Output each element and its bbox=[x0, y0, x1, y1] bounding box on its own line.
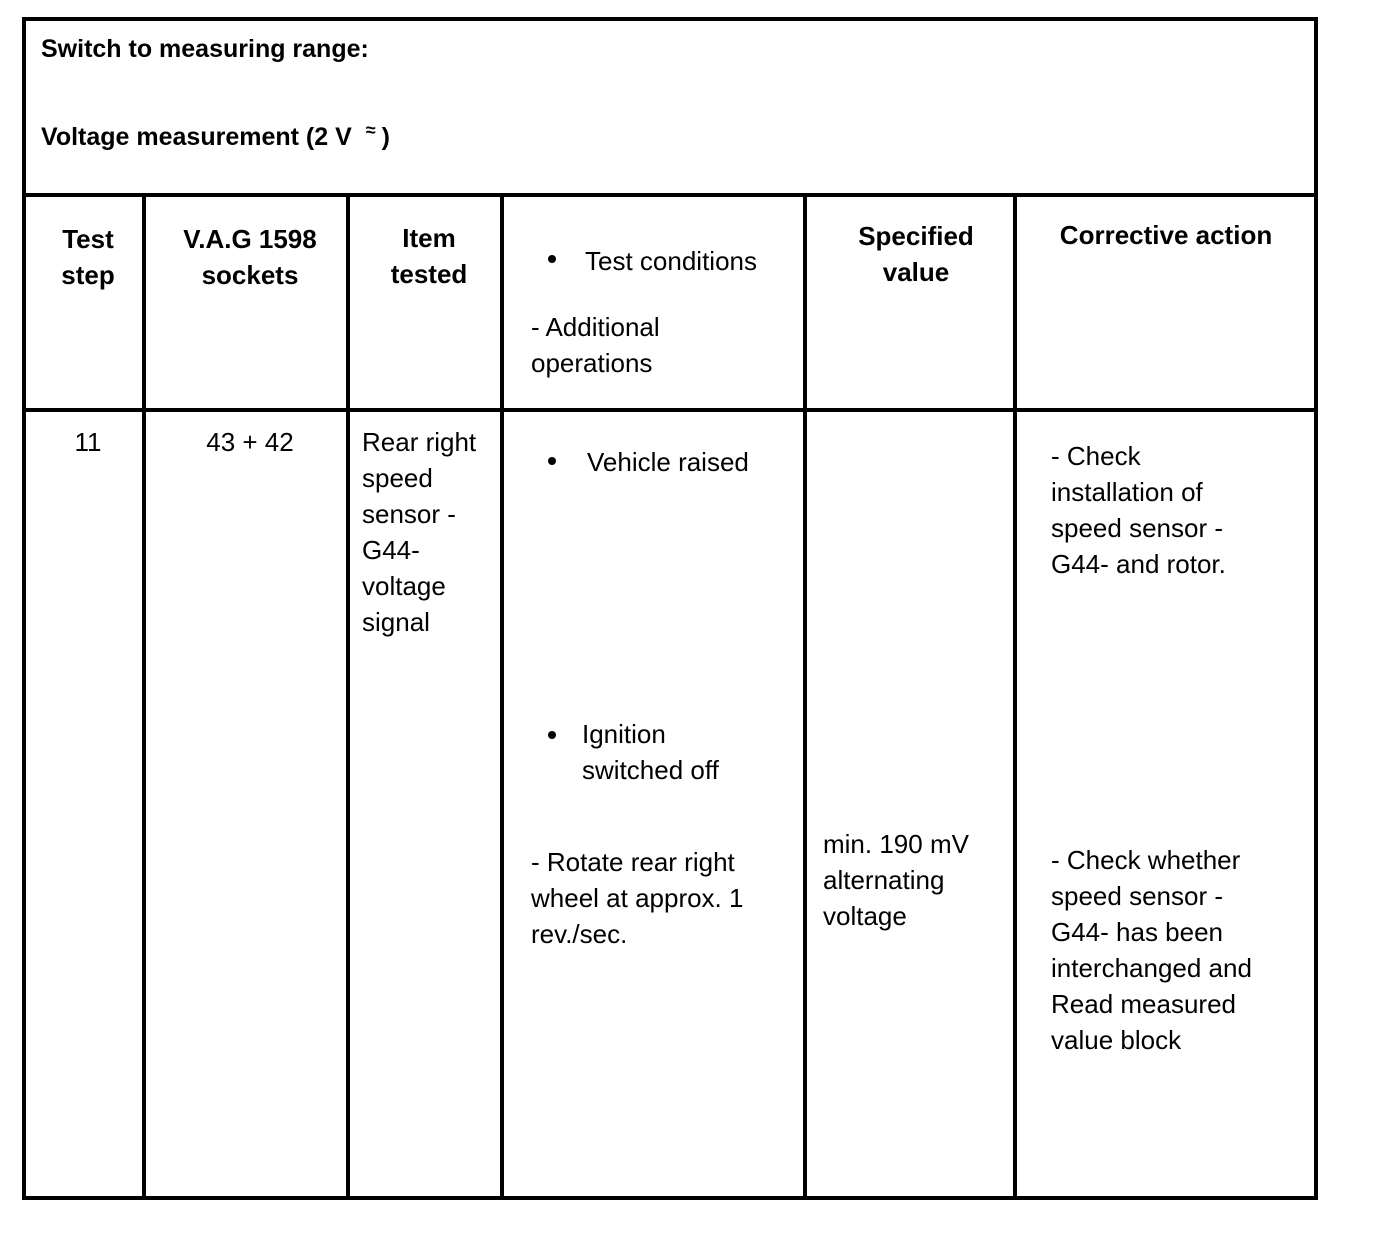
bullet-icon bbox=[548, 731, 556, 739]
cell-test-step: 11 bbox=[74, 427, 102, 457]
column-divider bbox=[346, 193, 350, 1196]
header-additional-operations: - Additional operations bbox=[531, 312, 660, 378]
column-divider bbox=[1013, 193, 1017, 1196]
cell-sockets: 43 + 42 bbox=[206, 427, 294, 457]
column-divider bbox=[500, 193, 504, 1196]
column-divider bbox=[142, 193, 146, 1196]
bullet-icon bbox=[548, 255, 556, 263]
measurement-table bbox=[22, 17, 1318, 1200]
corrective-action-2: - Check whether speed sensor - G44- has been interchanged and Read measured value block bbox=[1051, 845, 1252, 1055]
header-item-tested: Item tested bbox=[390, 223, 468, 289]
cell-specified-value: min. 190 mV alternating voltage bbox=[823, 829, 969, 931]
row-divider bbox=[26, 408, 1314, 412]
condition-vehicle-raised: Vehicle raised bbox=[587, 447, 749, 477]
header-test-step: Test step bbox=[61, 224, 115, 290]
cell-item-tested: Rear right speed sensor - G44- voltage signal bbox=[362, 427, 477, 637]
voltage-measurement-label: Voltage measurement (2 V ≈ ) bbox=[41, 120, 390, 151]
header-corrective-action: Corrective action bbox=[1059, 220, 1273, 250]
operation-rotate-wheel: - Rotate rear right wheel at approx. 1 rev./sec. bbox=[531, 847, 744, 949]
header-test-conditions: Test conditions bbox=[585, 246, 757, 276]
condition-ignition-off: Ignition switched off bbox=[582, 719, 719, 785]
measuring-range-title: Switch to measuring range: bbox=[41, 35, 369, 63]
alternating-symbol: ≈ bbox=[365, 120, 376, 140]
table-header-section bbox=[26, 21, 1314, 197]
header-sockets: V.A.G 1598 sockets bbox=[183, 224, 317, 290]
bullet-icon bbox=[548, 457, 556, 465]
corrective-action-1: - Check installation of speed sensor - G44- and rotor. bbox=[1051, 441, 1226, 579]
header-specified-value: Specified value bbox=[858, 221, 974, 287]
column-divider bbox=[803, 193, 807, 1196]
